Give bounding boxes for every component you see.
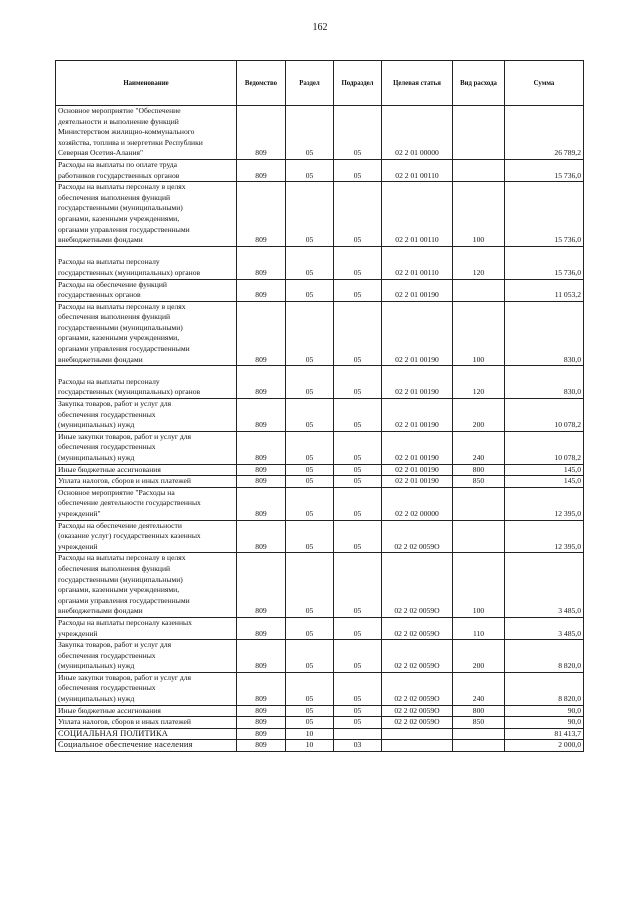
cell-subsection: 05: [334, 366, 382, 399]
name-line: органами управления государственными: [58, 344, 190, 354]
cell-sum: 3 485,0: [505, 617, 584, 639]
cell-subsection: 05: [334, 246, 382, 279]
name-line: Расходы на выплаты персоналу: [58, 257, 160, 267]
cell-target: 02 2 01 00000: [382, 106, 453, 160]
cell-sum: 3 485,0: [505, 553, 584, 618]
page-number: 162: [312, 22, 328, 33]
cell-section: 05: [286, 106, 334, 160]
table-row: [56, 640, 584, 673]
table-row: [56, 672, 584, 705]
cell-sum: 12 395,0: [505, 520, 584, 553]
cell-subsection: [334, 728, 382, 740]
cell-subsection: 05: [334, 640, 382, 673]
table-row: [56, 182, 584, 247]
name-line: Северная Осетия-Алания": [58, 148, 144, 158]
cell-target: 02 2 02 0059О: [382, 717, 453, 729]
cell-exp-type: 800: [453, 464, 505, 476]
cell-dept: 809: [237, 728, 286, 740]
cell-exp-type: 850: [453, 717, 505, 729]
header-name: Наименование: [56, 61, 237, 106]
cell-exp-type: [453, 487, 505, 520]
cell-exp-type: 850: [453, 476, 505, 488]
table-row: [56, 279, 584, 301]
cell-exp-type: 200: [453, 399, 505, 432]
table-row: [56, 246, 584, 279]
table-row: [56, 431, 584, 464]
name-line: Уплата налогов, сборов и иных платежей: [58, 476, 191, 486]
cell-subsection: 05: [334, 106, 382, 160]
name-line: Министерством жилищно-коммунального: [58, 127, 195, 137]
cell-exp-type: 100: [453, 182, 505, 247]
cell-target: [382, 728, 453, 740]
table-header-row: [56, 61, 584, 106]
cell-dept: 809: [237, 740, 286, 752]
name-line: Социальное обеспечение населения: [58, 740, 193, 750]
name-line: Расходы на выплаты персоналу казенных: [58, 617, 192, 627]
table-row: [56, 301, 584, 366]
cell-sum: 830,0: [505, 301, 584, 366]
cell-exp-type: 110: [453, 617, 505, 639]
cell-target: 02 2 01 00190: [382, 464, 453, 476]
cell-section: 05: [286, 520, 334, 553]
header-exp-type: Вид расхода: [453, 61, 505, 106]
cell-sum: 11 053,2: [505, 279, 584, 301]
cell-target: 02 2 01 00110: [382, 182, 453, 247]
cell-name: [56, 617, 237, 639]
cell-subsection: 05: [334, 476, 382, 488]
cell-section: 10: [286, 740, 334, 752]
cell-sum: 830,0: [505, 366, 584, 399]
table-row: [56, 553, 584, 618]
header-dept: Ведомство: [237, 61, 286, 106]
cell-dept: 809: [237, 553, 286, 618]
name-line: учреждений: [58, 628, 98, 638]
cell-target: 02 2 02 0059О: [382, 640, 453, 673]
cell-dept: 809: [237, 705, 286, 717]
name-line: Расходы на выплаты персоналу в целях: [58, 553, 186, 563]
table-row: [56, 705, 584, 717]
cell-target: 02 2 02 00000: [382, 487, 453, 520]
name-line: (муниципальных) нужд: [58, 453, 135, 462]
cell-name: [56, 640, 237, 673]
cell-subsection: 05: [334, 705, 382, 717]
cell-target: 02 2 01 00190: [382, 301, 453, 366]
table-row: [56, 728, 584, 740]
cell-name: [56, 279, 237, 301]
name-line: Расходы на выплаты персоналу в целях: [58, 182, 186, 192]
cell-section: 05: [286, 246, 334, 279]
cell-section: 05: [286, 476, 334, 488]
name-line: учреждений: [58, 541, 98, 551]
cell-section: 10: [286, 728, 334, 740]
name-line: Иные закупки товаров, работ и услуг для: [58, 431, 192, 441]
cell-target: 02 2 01 00190: [382, 366, 453, 399]
cell-section: 05: [286, 399, 334, 432]
cell-name: [56, 106, 237, 160]
cell-sum: 26 789,2: [505, 106, 584, 160]
cell-subsection: 05: [334, 520, 382, 553]
name-line: Основное мероприятие "Обеспечение: [58, 106, 181, 115]
cell-name: [56, 487, 237, 520]
table-row: [56, 476, 584, 488]
cell-dept: 809: [237, 487, 286, 520]
name-line: обеспечения выполнения функций: [58, 312, 171, 322]
cell-sum: 2 000,0: [505, 740, 584, 752]
cell-subsection: 05: [334, 617, 382, 639]
cell-target: 02 2 01 00190: [382, 476, 453, 488]
header-section: Раздел: [286, 61, 334, 106]
cell-section: 05: [286, 464, 334, 476]
cell-name: [56, 728, 237, 740]
cell-dept: 809: [237, 431, 286, 464]
cell-subsection: 05: [334, 672, 382, 705]
cell-name: [56, 464, 237, 476]
cell-target: 02 2 01 00190: [382, 399, 453, 432]
cell-exp-type: 120: [453, 366, 505, 399]
name-line: Иные бюджетные ассигнования: [58, 464, 161, 474]
name-line: внебюджетными фондами: [58, 235, 143, 245]
cell-section: 05: [286, 366, 334, 399]
cell-subsection: 05: [334, 431, 382, 464]
cell-target: 02 2 02 0059О: [382, 705, 453, 717]
name-line: обеспечения государственных: [58, 650, 156, 660]
table-row: [56, 399, 584, 432]
cell-target: 02 2 01 00110: [382, 159, 453, 181]
cell-section: 05: [286, 705, 334, 717]
cell-section: 05: [286, 279, 334, 301]
cell-dept: 809: [237, 717, 286, 729]
name-line: государственных органов: [58, 290, 141, 300]
table-row: [56, 617, 584, 639]
name-line: Расходы на выплаты по оплате труда: [58, 159, 178, 169]
name-line: обеспечения государственных: [58, 442, 156, 452]
cell-name: [56, 520, 237, 553]
name-line: СОЦИАЛЬНАЯ ПОЛИТИКА: [58, 728, 169, 738]
cell-section: 05: [286, 182, 334, 247]
cell-subsection: 05: [334, 301, 382, 366]
name-line: хозяйства, топлива и энергетики Республики: [58, 137, 203, 147]
name-line: Иные закупки товаров, работ и услуг для: [58, 672, 192, 682]
cell-target: [382, 740, 453, 752]
cell-sum: 10 078,2: [505, 431, 584, 464]
name-line: [58, 247, 234, 258]
cell-exp-type: [453, 728, 505, 740]
cell-section: 05: [286, 640, 334, 673]
cell-exp-type: 120: [453, 246, 505, 279]
cell-subsection: 05: [334, 487, 382, 520]
name-line: обеспечения выполнения функций: [58, 192, 171, 202]
name-line: учреждений": [58, 508, 101, 518]
table-row: [56, 740, 584, 752]
cell-name: [56, 705, 237, 717]
cell-dept: 809: [237, 182, 286, 247]
cell-sum: 81 413,7: [505, 728, 584, 740]
cell-sum: 145,0: [505, 476, 584, 488]
cell-subsection: 05: [334, 279, 382, 301]
cell-section: 05: [286, 431, 334, 464]
cell-subsection: 05: [334, 399, 382, 432]
cell-name: [56, 159, 237, 181]
header-sum: Сумма: [505, 61, 584, 106]
name-line: Уплата налогов, сборов и иных платежей: [58, 717, 191, 727]
name-line: Закупка товаров, работ и услуг для: [58, 399, 172, 409]
cell-name: [56, 366, 237, 399]
name-line: обеспечения государственных: [58, 409, 156, 419]
name-line: государственными (муниципальными): [58, 203, 183, 213]
cell-section: 05: [286, 672, 334, 705]
cell-dept: 809: [237, 279, 286, 301]
cell-name: [56, 672, 237, 705]
cell-exp-type: [453, 520, 505, 553]
cell-exp-type: 200: [453, 640, 505, 673]
cell-dept: 809: [237, 159, 286, 181]
cell-target: 02 2 01 00110: [382, 246, 453, 279]
name-line: Иные бюджетные ассигнования: [58, 705, 161, 715]
cell-name: [56, 476, 237, 488]
cell-subsection: 05: [334, 159, 382, 181]
name-line: [58, 366, 234, 377]
cell-target: 02 2 01 00190: [382, 279, 453, 301]
cell-sum: 90,0: [505, 705, 584, 717]
table-row: [56, 159, 584, 181]
cell-exp-type: [453, 740, 505, 752]
name-line: государственных (муниципальных) органов: [58, 387, 201, 397]
name-line: Закупка товаров, работ и услуг для: [58, 640, 172, 650]
cell-dept: 809: [237, 640, 286, 673]
name-line: органами, казенными учреждениями,: [58, 213, 180, 223]
table-row: [56, 464, 584, 476]
name-line: внебюджетными фондами: [58, 606, 143, 616]
name-line: органами, казенными учреждениями,: [58, 333, 180, 343]
cell-name: [56, 399, 237, 432]
cell-subsection: 05: [334, 182, 382, 247]
cell-dept: 809: [237, 301, 286, 366]
cell-sum: 8 820,0: [505, 672, 584, 705]
cell-dept: 809: [237, 672, 286, 705]
cell-name: [56, 301, 237, 366]
cell-section: 05: [286, 553, 334, 618]
name-line: внебюджетными фондами: [58, 354, 143, 364]
name-line: (муниципальных) нужд: [58, 661, 135, 671]
cell-dept: 809: [237, 476, 286, 488]
cell-exp-type: 100: [453, 553, 505, 618]
name-line: Расходы на выплаты персоналу в целях: [58, 301, 186, 311]
name-line: (муниципальных) нужд: [58, 694, 135, 704]
cell-target: 02 2 01 00190: [382, 431, 453, 464]
cell-section: 05: [286, 301, 334, 366]
cell-sum: 15 736,0: [505, 246, 584, 279]
cell-dept: 809: [237, 246, 286, 279]
name-line: органами, казенными учреждениями,: [58, 585, 180, 595]
name-line: Основное мероприятие "Расходы на: [58, 487, 175, 497]
name-line: государственными (муниципальными): [58, 322, 183, 332]
cell-subsection: 05: [334, 464, 382, 476]
cell-name: [56, 740, 237, 752]
name-line: государственных (муниципальных) органов: [58, 267, 201, 277]
name-line: деятельности и выполнение функций: [58, 116, 179, 126]
cell-exp-type: [453, 106, 505, 160]
name-line: государственными (муниципальными): [58, 574, 183, 584]
table-row: [56, 520, 584, 553]
cell-subsection: 05: [334, 553, 382, 618]
cell-exp-type: 800: [453, 705, 505, 717]
cell-name: [56, 717, 237, 729]
name-line: (оказание услуг) государственных казенных: [58, 531, 201, 541]
cell-subsection: 03: [334, 740, 382, 752]
cell-sum: 12 395,0: [505, 487, 584, 520]
cell-name: [56, 182, 237, 247]
name-line: обеспечения государственных: [58, 683, 156, 693]
name-line: обеспечения выполнения функций: [58, 563, 171, 573]
cell-sum: 15 736,0: [505, 182, 584, 247]
cell-sum: 15 736,0: [505, 159, 584, 181]
name-line: (муниципальных) нужд: [58, 420, 135, 430]
cell-dept: 809: [237, 520, 286, 553]
header-subsection: Подраздел: [334, 61, 382, 106]
cell-dept: 809: [237, 106, 286, 160]
name-line: органами управления государственными: [58, 224, 190, 234]
cell-name: [56, 431, 237, 464]
cell-sum: 90,0: [505, 717, 584, 729]
cell-dept: 809: [237, 366, 286, 399]
cell-target: 02 2 02 0059О: [382, 672, 453, 705]
cell-target: 02 2 02 0059О: [382, 520, 453, 553]
cell-exp-type: [453, 279, 505, 301]
cell-section: 05: [286, 717, 334, 729]
cell-target: 02 2 02 0059О: [382, 617, 453, 639]
name-line: Расходы на обеспечение деятельности: [58, 520, 182, 530]
cell-exp-type: [453, 159, 505, 181]
table-row: [56, 487, 584, 520]
name-line: обеспечение деятельности государственных: [58, 498, 201, 508]
cell-dept: 809: [237, 617, 286, 639]
table-row: [56, 106, 584, 160]
table-body: [56, 106, 584, 752]
table-row: [56, 717, 584, 729]
name-line: Расходы на выплаты персоналу: [58, 376, 160, 386]
cell-section: 05: [286, 617, 334, 639]
name-line: органами управления государственными: [58, 595, 190, 605]
cell-dept: 809: [237, 399, 286, 432]
cell-dept: 809: [237, 464, 286, 476]
cell-exp-type: 240: [453, 672, 505, 705]
cell-sum: 10 078,2: [505, 399, 584, 432]
name-line: работников государственных органов: [58, 170, 180, 180]
cell-name: [56, 246, 237, 279]
cell-exp-type: 100: [453, 301, 505, 366]
budget-table: [55, 60, 584, 752]
cell-subsection: 05: [334, 717, 382, 729]
cell-name: [56, 553, 237, 618]
cell-section: 05: [286, 487, 334, 520]
cell-target: 02 2 02 0059О: [382, 553, 453, 618]
cell-section: 05: [286, 159, 334, 181]
name-line: Расходы на обеспечение функций: [58, 279, 167, 289]
cell-sum: 145,0: [505, 464, 584, 476]
cell-exp-type: 240: [453, 431, 505, 464]
header-target: Целевая статья: [382, 61, 453, 106]
table-row: [56, 366, 584, 399]
cell-sum: 8 820,0: [505, 640, 584, 673]
